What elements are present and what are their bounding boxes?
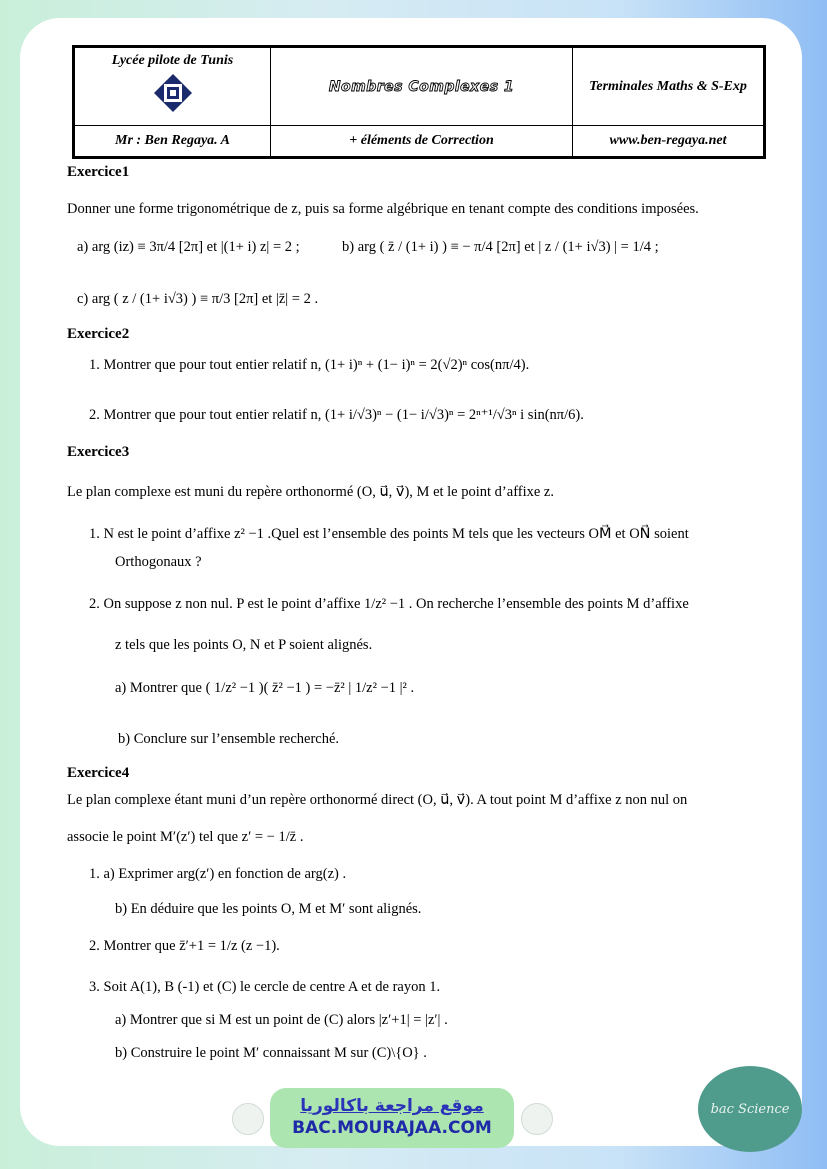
header-table (72, 45, 766, 159)
exercise4-title: Exercice4 (67, 765, 130, 781)
exercise3-intro: Le plan complexe est muni du repère orthonormé (O, u⃗, v⃗), M et le point d’affixe z. (67, 484, 554, 500)
exercise4-q2: 2. Montrer que z̄′+1 = 1/z (z −1). (89, 938, 280, 954)
footer-banner[interactable] (270, 1088, 514, 1148)
exercise4-q3-b: b) Construire le point M′ connaissant M sur (C)\{O} . (115, 1045, 427, 1061)
exercise4-q3-a: a) Montrer que si M est un point de (C) alors |z′+1| = |z′| . (115, 1012, 448, 1028)
exercise4-intro-line2: associe le point M′(z′) tel que z′ = − 1/z̄ . (67, 829, 304, 845)
teacher-name: Mr : Ben Regaya. A (75, 126, 271, 156)
exercise1-title: Exercice1 (67, 164, 130, 180)
exercise2-q1: 1. Montrer que pour tout entier relatif n, (1+ i)ⁿ + (1− i)ⁿ = 2(√2)ⁿ cos(nπ/4). (89, 357, 530, 373)
exercise3-title: Exercice3 (67, 444, 130, 460)
exercise1-item-a: a) arg (iz) ≡ 3π/4 [2π] et |(1+ i) z| = 2 ; (77, 239, 300, 255)
exercise1-item-b: b) arg ( z̄ / (1+ i) ) ≡ − π/4 [2π] et | z / (1+ i√3) | = 1/4 ; (342, 239, 659, 255)
exercise3-q2-b: b) Conclure sur l’ensemble recherché. (118, 731, 340, 747)
exercise4-q1-a: 1. a) Exprimer arg(z′) en fonction de arg(z) . (89, 866, 347, 882)
exercise2-title: Exercice2 (67, 326, 130, 342)
footer-arabic-text: موقع مراجعة باكالوريا (300, 1096, 484, 1116)
school-logo-icon (153, 73, 193, 113)
class-level: Terminales Maths & S-Exp (573, 48, 763, 126)
website-link[interactable]: www.ben-regaya.net (609, 133, 727, 148)
left-mini-logo-icon (232, 1103, 264, 1135)
document-title: Nombres Complexes 1 (271, 48, 573, 126)
exercise2-q2: 2. Montrer que pour tout entier relatif n, (1+ i/√3)ⁿ − (1− i/√3)ⁿ = 2ⁿ⁺¹/√3ⁿ i sin(nπ/6). (89, 407, 584, 423)
exercise1-intro: Donner une forme trigonométrique de z, puis sa forme algébrique en tenant compte des conditions imposées. (67, 201, 699, 217)
footer-site-link[interactable]: BAC.MOURAJAA.COM (292, 1118, 492, 1138)
page-sheet (20, 18, 802, 1146)
exercise4-q3: 3. Soit A(1), B (-1) et (C) le cercle de centre A et de rayon 1. (89, 979, 441, 995)
document-subtitle: + éléments de Correction (271, 126, 573, 156)
exercise3-q1-line1: 1. N est le point d’affixe z² −1 .Quel est l’ensemble des points M tels que les vecteurs OM⃗ et ON⃗ soient (89, 526, 689, 542)
exercise3-q2-line2: z tels que les points O, N et P soient alignés. (115, 637, 373, 653)
school-cell (75, 48, 271, 126)
exercise3-q2-a: a) Montrer que ( 1/z² −1 )( z̄² −1 ) = −z̄² | 1/z² −1 |² . (115, 680, 415, 696)
exercise3-q1-line2: Orthogonaux ? (115, 554, 202, 570)
school-name: Lycée pilote de Tunis (111, 53, 234, 68)
bac-science-badge: bac Science (698, 1066, 802, 1152)
exercise4-q1-b: b) En déduire que les points O, M et M′ sont alignés. (115, 901, 422, 917)
exercise4-intro-line1: Le plan complexe étant muni d’un repère orthonormé direct (O, u⃗, v⃗). A tout point M d’affixe z non nul on (67, 792, 688, 808)
exercise1-item-c: c) arg ( z / (1+ i√3) ) ≡ π/3 [2π] et |z̄| = 2 . (77, 291, 319, 307)
right-mini-logo-icon (521, 1103, 553, 1135)
exercise3-q2-line1: 2. On suppose z non nul. P est le point d’affixe 1/z² −1 . On recherche l’ensemble des points M d’affixe (89, 596, 689, 612)
